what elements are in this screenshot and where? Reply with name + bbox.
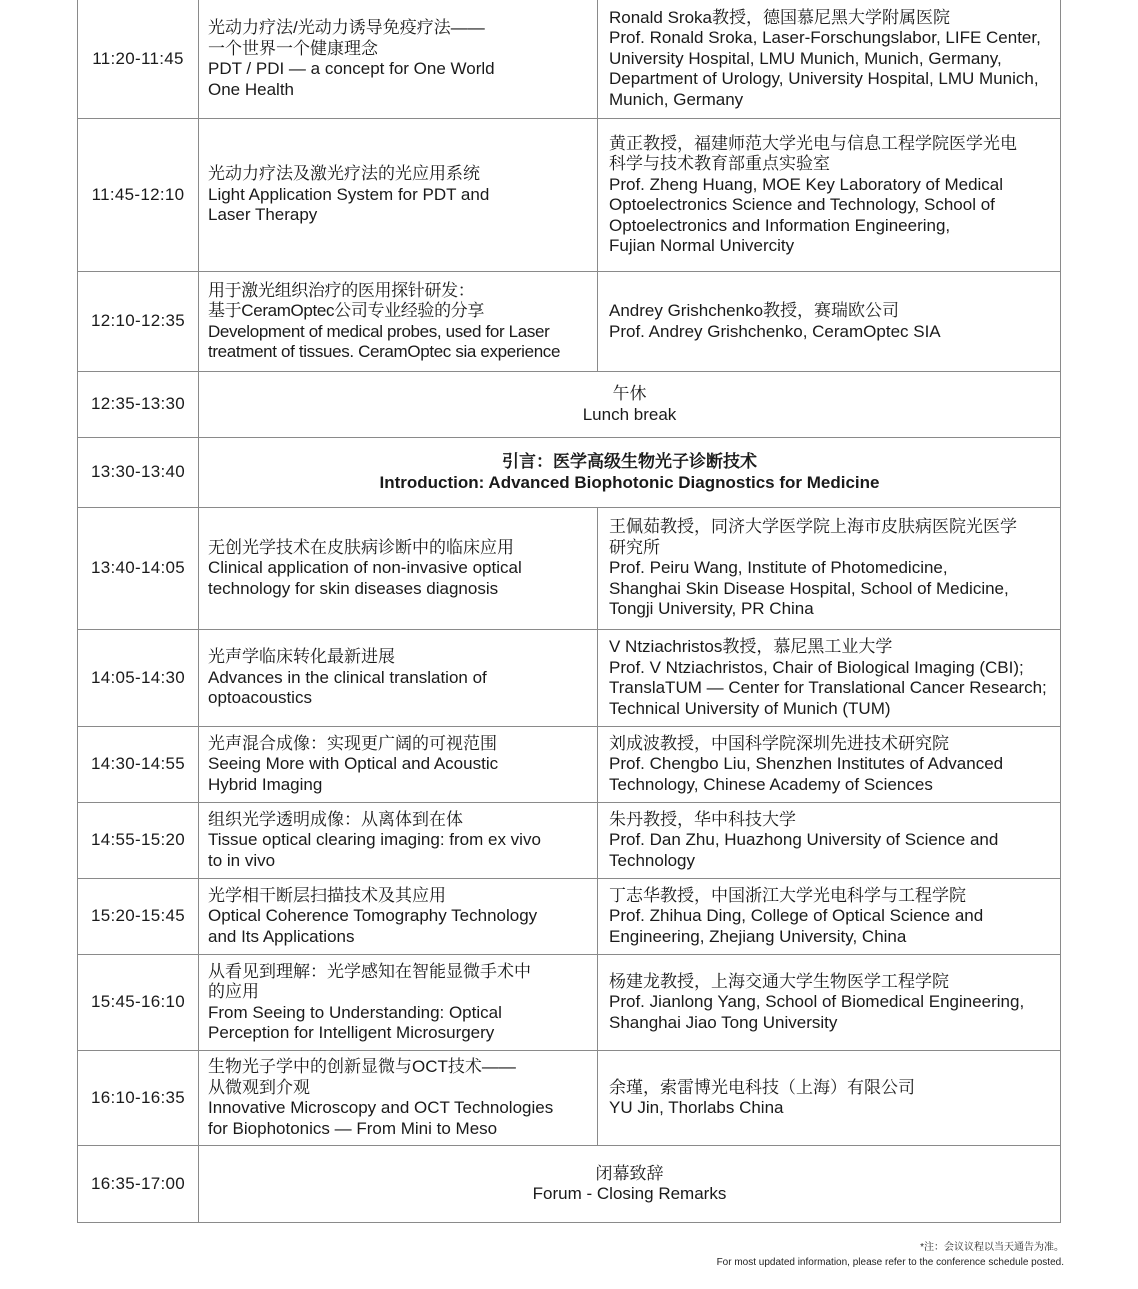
session-time: 12:10-12:35 bbox=[78, 272, 199, 372]
span-line: 午休 bbox=[612, 384, 647, 403]
speaker-line: Optoelectronics and Information Engineering, bbox=[609, 215, 951, 235]
topic-line: Advances in the clinical translation of bbox=[208, 667, 487, 687]
span-line: Lunch break bbox=[582, 404, 677, 424]
topic-line: Innovative Microscopy and OCT Technologies bbox=[208, 1098, 554, 1117]
speaker-line: Shanghai Jiao Tong University bbox=[609, 1012, 838, 1032]
speaker-line: University Hospital, LMU Munich, Munich, Germany, bbox=[609, 48, 1002, 68]
footer-note bbox=[717, 1240, 1064, 1270]
speaker-line: V Ntziachristos教授，慕尼黑工业大学 bbox=[609, 637, 893, 656]
speaker-line: 研究所 bbox=[609, 537, 660, 557]
schedule-row bbox=[78, 803, 1061, 879]
speaker-line: Department of Urology, University Hospital, LMU Munich, bbox=[609, 69, 1039, 89]
topic-line: 光动力疗法及激光疗法的光应用系统 bbox=[208, 164, 480, 184]
session-topic bbox=[199, 955, 598, 1051]
topic-line: 组织光学透明成像：从离体到在体 bbox=[208, 809, 463, 829]
topic-line: 用于激光组织治疗的医用探针研发： bbox=[208, 280, 475, 300]
session-topic bbox=[199, 803, 598, 879]
session-break bbox=[199, 1146, 1061, 1223]
topic-line: optoacoustics bbox=[208, 688, 312, 708]
speaker-line: 杨建龙教授，上海交通大学生物医学工程学院 bbox=[609, 971, 949, 991]
schedule-table bbox=[77, 0, 1061, 1223]
session-time: 13:30-13:40 bbox=[78, 438, 199, 508]
session-break bbox=[199, 438, 1061, 508]
footer-note-cn: *注：会议议程以当天通告为准。 bbox=[920, 1242, 1064, 1253]
session-time: 16:35-17:00 bbox=[78, 1146, 199, 1223]
schedule-row bbox=[78, 119, 1061, 272]
topic-line: 基于CeramOptec公司专业经验的分享 bbox=[208, 301, 485, 320]
speaker-line: Prof. Chengbo Liu, Shenzhen Institutes of Advanced bbox=[609, 754, 1004, 774]
session-topic bbox=[199, 272, 598, 372]
speaker-line: Technology, Chinese Academy of Sciences bbox=[609, 774, 933, 794]
speaker-line: Technical University of Munich (TUM) bbox=[609, 698, 891, 718]
speaker-line: Shanghai Skin Disease Hospital, School of Medicine, bbox=[609, 578, 1009, 598]
schedule-row bbox=[78, 879, 1061, 955]
span-line: 闭幕致辞 bbox=[595, 1163, 664, 1183]
session-break bbox=[199, 372, 1061, 438]
session-time: 15:45-16:10 bbox=[78, 955, 199, 1051]
session-topic bbox=[199, 727, 598, 803]
topic-line: 无创光学技术在皮肤病诊断中的临床应用 bbox=[208, 537, 514, 557]
topic-line: Laser Therapy bbox=[208, 205, 318, 225]
speaker-line: Munich, Germany bbox=[609, 89, 744, 109]
session-time: 14:55-15:20 bbox=[78, 803, 199, 879]
speaker-line: Prof. Zheng Huang, MOE Key Laboratory of Medical bbox=[609, 174, 1004, 194]
speaker-line: Tongji University, PR China bbox=[609, 599, 814, 619]
topic-line: One Health bbox=[208, 79, 294, 99]
schedule-row bbox=[78, 630, 1061, 727]
schedule-row bbox=[78, 0, 1061, 119]
topic-line: Tissue optical clearing imaging: from ex vivo bbox=[208, 830, 541, 850]
session-topic bbox=[199, 508, 598, 630]
topic-line: to in vivo bbox=[208, 850, 276, 870]
session-time: 15:20-15:45 bbox=[78, 879, 199, 955]
schedule-body bbox=[78, 0, 1061, 1223]
schedule-row bbox=[78, 727, 1061, 803]
session-time: 12:35-13:30 bbox=[78, 372, 199, 438]
session-topic bbox=[199, 1051, 598, 1146]
topic-line: Light Application System for PDT and bbox=[208, 184, 490, 204]
session-speaker bbox=[598, 803, 1061, 879]
session-speaker bbox=[598, 630, 1061, 727]
session-speaker bbox=[598, 272, 1061, 372]
session-time: 11:20-11:45 bbox=[78, 0, 199, 119]
footer-note-en: For most updated information, please refer to the conference schedule posted. bbox=[716, 1257, 1064, 1268]
speaker-line: Ronald Sroka教授，德国慕尼黑大学附属医院 bbox=[609, 7, 951, 27]
speaker-line: 朱丹教授，华中科技大学 bbox=[609, 809, 796, 829]
speaker-line: Andrey Grishchenko教授，赛瑞欧公司 bbox=[609, 301, 900, 320]
speaker-line: 丁志华教授，中国浙江大学光电科学与工程学院 bbox=[609, 885, 966, 905]
topic-line: From Seeing to Understanding: Optical bbox=[208, 1002, 502, 1022]
topic-line: Clinical application of non-invasive optical bbox=[208, 558, 522, 578]
speaker-line: Optoelectronics Science and Technology, School of bbox=[609, 195, 995, 214]
session-speaker bbox=[598, 1051, 1061, 1146]
speaker-line: Fujian Normal Univercity bbox=[609, 236, 795, 255]
speaker-line: 王佩茹教授，同济大学医学院上海市皮肤病医院光医学 bbox=[609, 517, 1017, 537]
speaker-line: Prof. Ronald Sroka, Laser-Forschungslabor, LIFE Center, bbox=[609, 28, 1041, 48]
topic-line: 的应用 bbox=[208, 982, 259, 1001]
topic-line: Optical Coherence Tomography Technology bbox=[208, 906, 538, 926]
schedule-row bbox=[78, 438, 1061, 508]
topic-line: treatment of tissues. CeramOptec sia experience bbox=[208, 342, 561, 361]
topic-line: 生物光子学中的创新显微与OCT技术—— bbox=[208, 1057, 516, 1076]
speaker-line: TranslaTUM — Center for Translational Cancer Research; bbox=[609, 678, 1047, 697]
speaker-line: YU Jin, Thorlabs China bbox=[609, 1098, 784, 1117]
session-speaker bbox=[598, 879, 1061, 955]
topic-line: Seeing More with Optical and Acoustic bbox=[208, 754, 499, 774]
span-line: Introduction: Advanced Biophotonic Diagnostics for Medicine bbox=[379, 472, 880, 492]
speaker-line: 余瑾，索雷博光电科技（上海）有限公司 bbox=[609, 1077, 915, 1097]
speaker-line: Technology bbox=[609, 850, 696, 870]
session-topic bbox=[199, 119, 598, 272]
session-time: 11:45-12:10 bbox=[78, 119, 199, 272]
session-speaker bbox=[598, 0, 1061, 119]
speaker-line: Prof. Jianlong Yang, School of Biomedical Engineering, bbox=[609, 992, 1025, 1012]
span-line: Forum - Closing Remarks bbox=[532, 1184, 727, 1203]
speaker-line: 黄正教授，福建师范大学光电与信息工程学院医学光电 bbox=[609, 133, 1017, 153]
speaker-line: Engineering, Zhejiang University, China bbox=[609, 926, 907, 946]
topic-line: 从微观到介观 bbox=[208, 1077, 310, 1097]
speaker-line: 刘成波教授，中国科学院深圳先进技术研究院 bbox=[609, 733, 949, 753]
speaker-line: Prof. Andrey Grishchenko, CeramOptec SIA bbox=[609, 321, 941, 341]
topic-line: 光学相干断层扫描技术及其应用 bbox=[208, 885, 446, 905]
speaker-line: Prof. Peiru Wang, Institute of Photomedicine, bbox=[609, 558, 948, 578]
speaker-line: Prof. V Ntziachristos, Chair of Biological Imaging (CBI); bbox=[609, 657, 1024, 677]
schedule-row bbox=[78, 1051, 1061, 1146]
session-speaker bbox=[598, 955, 1061, 1051]
session-speaker bbox=[598, 508, 1061, 630]
topic-line: Perception for Intelligent Microsurgery bbox=[208, 1023, 495, 1042]
topic-line: Hybrid Imaging bbox=[208, 774, 323, 794]
speaker-line: Prof. Zhihua Ding, College of Optical Science and bbox=[609, 906, 984, 926]
span-line: 引言：医学高级生物光子诊断技术 bbox=[502, 452, 757, 471]
speaker-line: Prof. Dan Zhu, Huazhong University of Science and bbox=[609, 830, 999, 850]
schedule-row bbox=[78, 272, 1061, 372]
session-topic bbox=[199, 630, 598, 727]
topic-line: Development of medical probes, used for Laser bbox=[208, 321, 550, 341]
schedule-row bbox=[78, 955, 1061, 1051]
session-speaker bbox=[598, 119, 1061, 272]
speaker-line: 科学与技术教育部重点实验室 bbox=[609, 154, 830, 173]
topic-line: PDT / PDI — a concept for One World bbox=[208, 59, 495, 78]
session-time: 16:10-16:35 bbox=[78, 1051, 199, 1146]
topic-line: 光动力疗法/光动力诱导免疫疗法—— bbox=[208, 18, 485, 37]
schedule-row bbox=[78, 1146, 1061, 1223]
topic-line: for Biophotonics — From Mini to Meso bbox=[208, 1118, 498, 1138]
session-topic bbox=[199, 879, 598, 955]
session-time: 14:30-14:55 bbox=[78, 727, 199, 803]
topic-line: technology for skin diseases diagnosis bbox=[208, 578, 499, 598]
topic-line: 光声学临床转化最新进展 bbox=[208, 647, 395, 667]
session-speaker bbox=[598, 727, 1061, 803]
session-time: 13:40-14:05 bbox=[78, 508, 199, 630]
topic-line: 光声混合成像：实现更广阔的可视范围 bbox=[208, 733, 497, 753]
session-time: 14:05-14:30 bbox=[78, 630, 199, 727]
schedule-row bbox=[78, 508, 1061, 630]
topic-line: and Its Applications bbox=[208, 926, 355, 946]
topic-line: 一个世界一个健康理念 bbox=[208, 38, 378, 58]
schedule-row bbox=[78, 372, 1061, 438]
topic-line: 从看见到理解：光学感知在智能显微手术中 bbox=[208, 961, 531, 981]
session-topic bbox=[199, 0, 598, 119]
